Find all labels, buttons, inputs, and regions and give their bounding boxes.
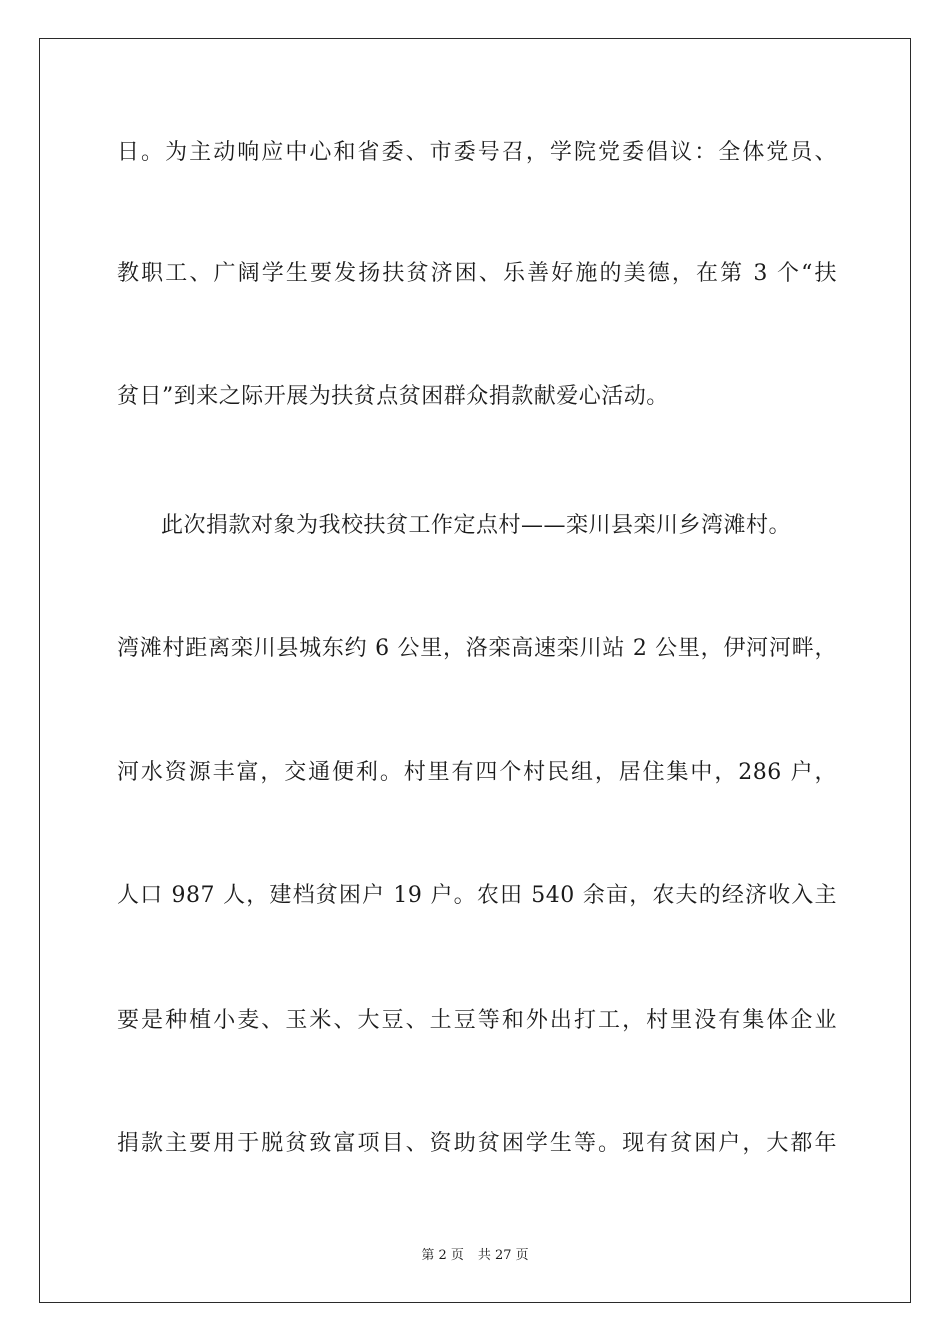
body-line-6: 河水资源丰富，交通便利。村里有四个村民组，居住集中，286 户， <box>117 760 837 785</box>
page-border <box>39 38 911 1303</box>
body-line-1: 日。为主动响应中心和省委、市委号召，学院党委倡议：全体党员、 <box>117 140 837 165</box>
body-line-5: 湾滩村距离栾川县城东约 6 公里，洛栾高速栾川站 2 公里，伊河河畔， <box>117 636 837 661</box>
total-pages: 共 27 页 <box>477 1248 529 1263</box>
body-line-7: 人口 987 人，建档贫困户 19 户。农田 540 余亩，农夫的经济收入主 <box>117 883 837 908</box>
body-line-3: 贫日”到来之际开展为扶贫点贫困群众捐款献爱心活动。 <box>117 384 669 409</box>
body-line-2: 教职工、广阔学生要发扬扶贫济困、乐善好施的美德，在第 3 个“扶 <box>117 261 837 286</box>
page-number: 第 2 页 <box>421 1248 464 1263</box>
page-footer <box>0 1247 950 1265</box>
body-line-9: 捐款主要用于脱贫致富项目、资助贫困学生等。现有贫困户，大都年 <box>117 1131 837 1156</box>
body-line-4: 此次捐款对象为我校扶贫工作定点村——栾川县栾川乡湾滩村。 <box>161 513 792 538</box>
body-line-8: 要是种植小麦、玉米、大豆、土豆等和外出打工，村里没有集体企业 <box>117 1008 837 1033</box>
